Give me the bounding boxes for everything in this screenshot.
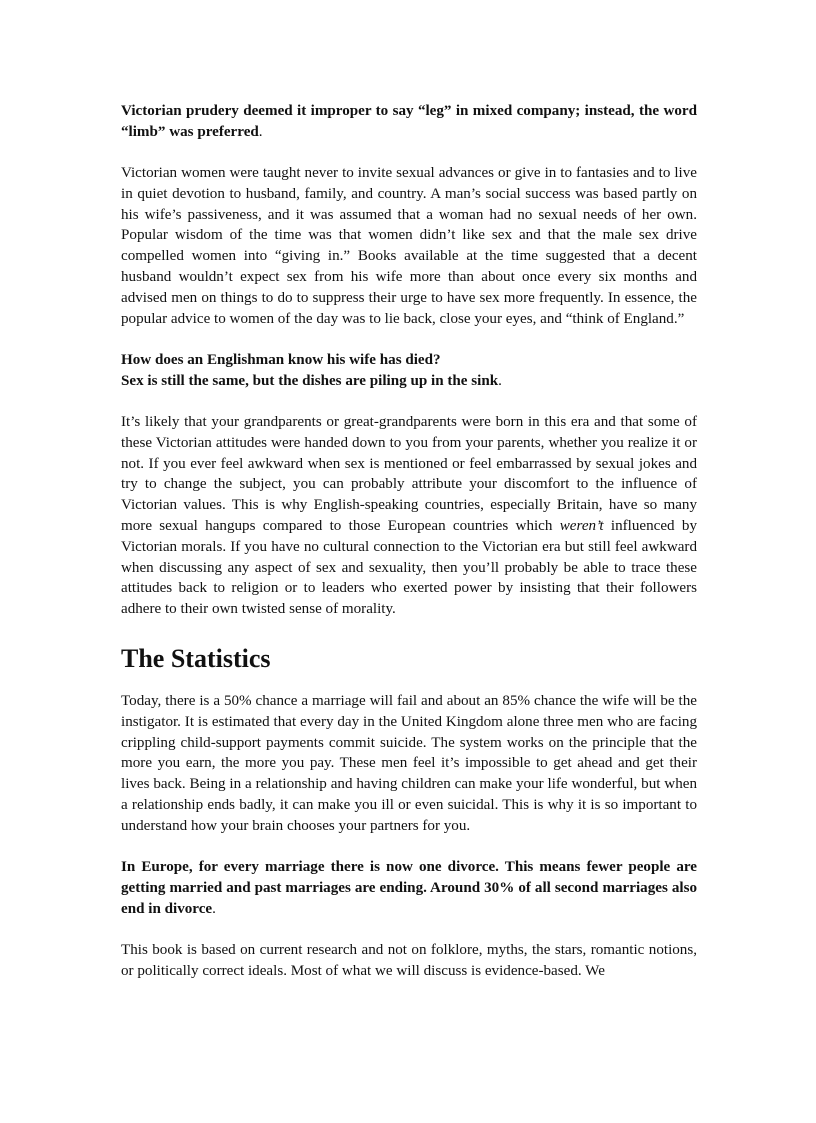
callout-victorian-prudery [121, 101, 697, 143]
joke-end: . [498, 372, 502, 389]
paragraph-grandparents-italic: weren’t [559, 518, 604, 535]
joke-line-2: Sex is still the same, but the dishes are piling up in the sink [121, 372, 499, 389]
document-page [121, 101, 697, 982]
paragraph-statistics: Today, there is a 50% chance a marriage will fail and about an 85% chance the wife will be the instigator. It is estimated that every day in the United Kingdom alone three men who are facing crippling child-support payments commit suicide. The system works on the principle that the more you earn, the more you pay. These men feel it’s impossible to get ahead and get their lives back. Being in a relationship and having children can make your life wonderful, but when a relationship ends badly, it can make you ill or even suicidal. This is why it is so important to understand how your brain chooses your partners for you. [121, 693, 697, 834]
callout-europe-divorce-bold: In Europe, for every marriage there is now one divorce. This means fewer people are getting married and past marriages are ending. Around 30% of all second marriages also end in divorce [121, 859, 697, 917]
joke-line-1: How does an Englishman know his wife has died? [121, 351, 441, 368]
paragraph-grandparents-part-2: influenced by Victorian morals. If you have no cultural connection to the Victorian era but still feel awkward when discussing any aspect of sex and sexuality, then you’ll probably be able to trace these attitudes back to religion or to leaders who exerted power by insisting that their followers adhere to their own twisted sense of morality. [121, 518, 698, 618]
section-heading-statistics: The Statistics [121, 644, 271, 674]
callout-victorian-prudery-bold: Victorian prudery deemed it improper to say “leg” in mixed company; instead, the word “limb” was preferred [121, 103, 697, 140]
paragraph-grandparents [121, 412, 697, 620]
callout-europe-divorce [121, 857, 697, 919]
callout-europe-divorce-end: . [212, 900, 216, 917]
paragraph-grandparents-part-1: It’s likely that your grandparents or great-grandparents were born in this era and that some of these Victorian attitudes were handed down to you from your parents, whether you realize it or not. If you ever feel awkward when sex is mentioned or feel embarrassed by sexual jokes and try to change the subject, you can probably attribute your discomfort to the influence of Victorian values. This is why English-speaking countries, especially Britain, have so many more sexual hangups compared to those European countries which [121, 414, 697, 535]
callout-victorian-prudery-end: . [258, 123, 263, 140]
paragraph-research-basis: This book is based on current research and not on folklore, myths, the stars, romantic notions, or politically correct ideals. Most of what we will discuss is evidence-based. We [121, 942, 697, 979]
paragraph-victorian-women: Victorian women were taught never to invite sexual advances or give in to fantasies and to live in quiet devotion to husband, family, and country. A man’s social success was based partly on his wife’s passiveness, and it was assumed that a woman had no sexual needs of her own. Popular wisdom of the time was that women didn’t like sex and that the male sex drive compelled women into “giving in.” Books available at the time suggested that a decent husband wouldn’t expect sex from his wife more than about once every six months and advised men on things to do to suppress their urge to have sex more frequently. In essence, the popular advice to women of the day was to lie back, close your eyes, and “think of England.” [121, 165, 697, 327]
joke-englishman [121, 350, 697, 392]
